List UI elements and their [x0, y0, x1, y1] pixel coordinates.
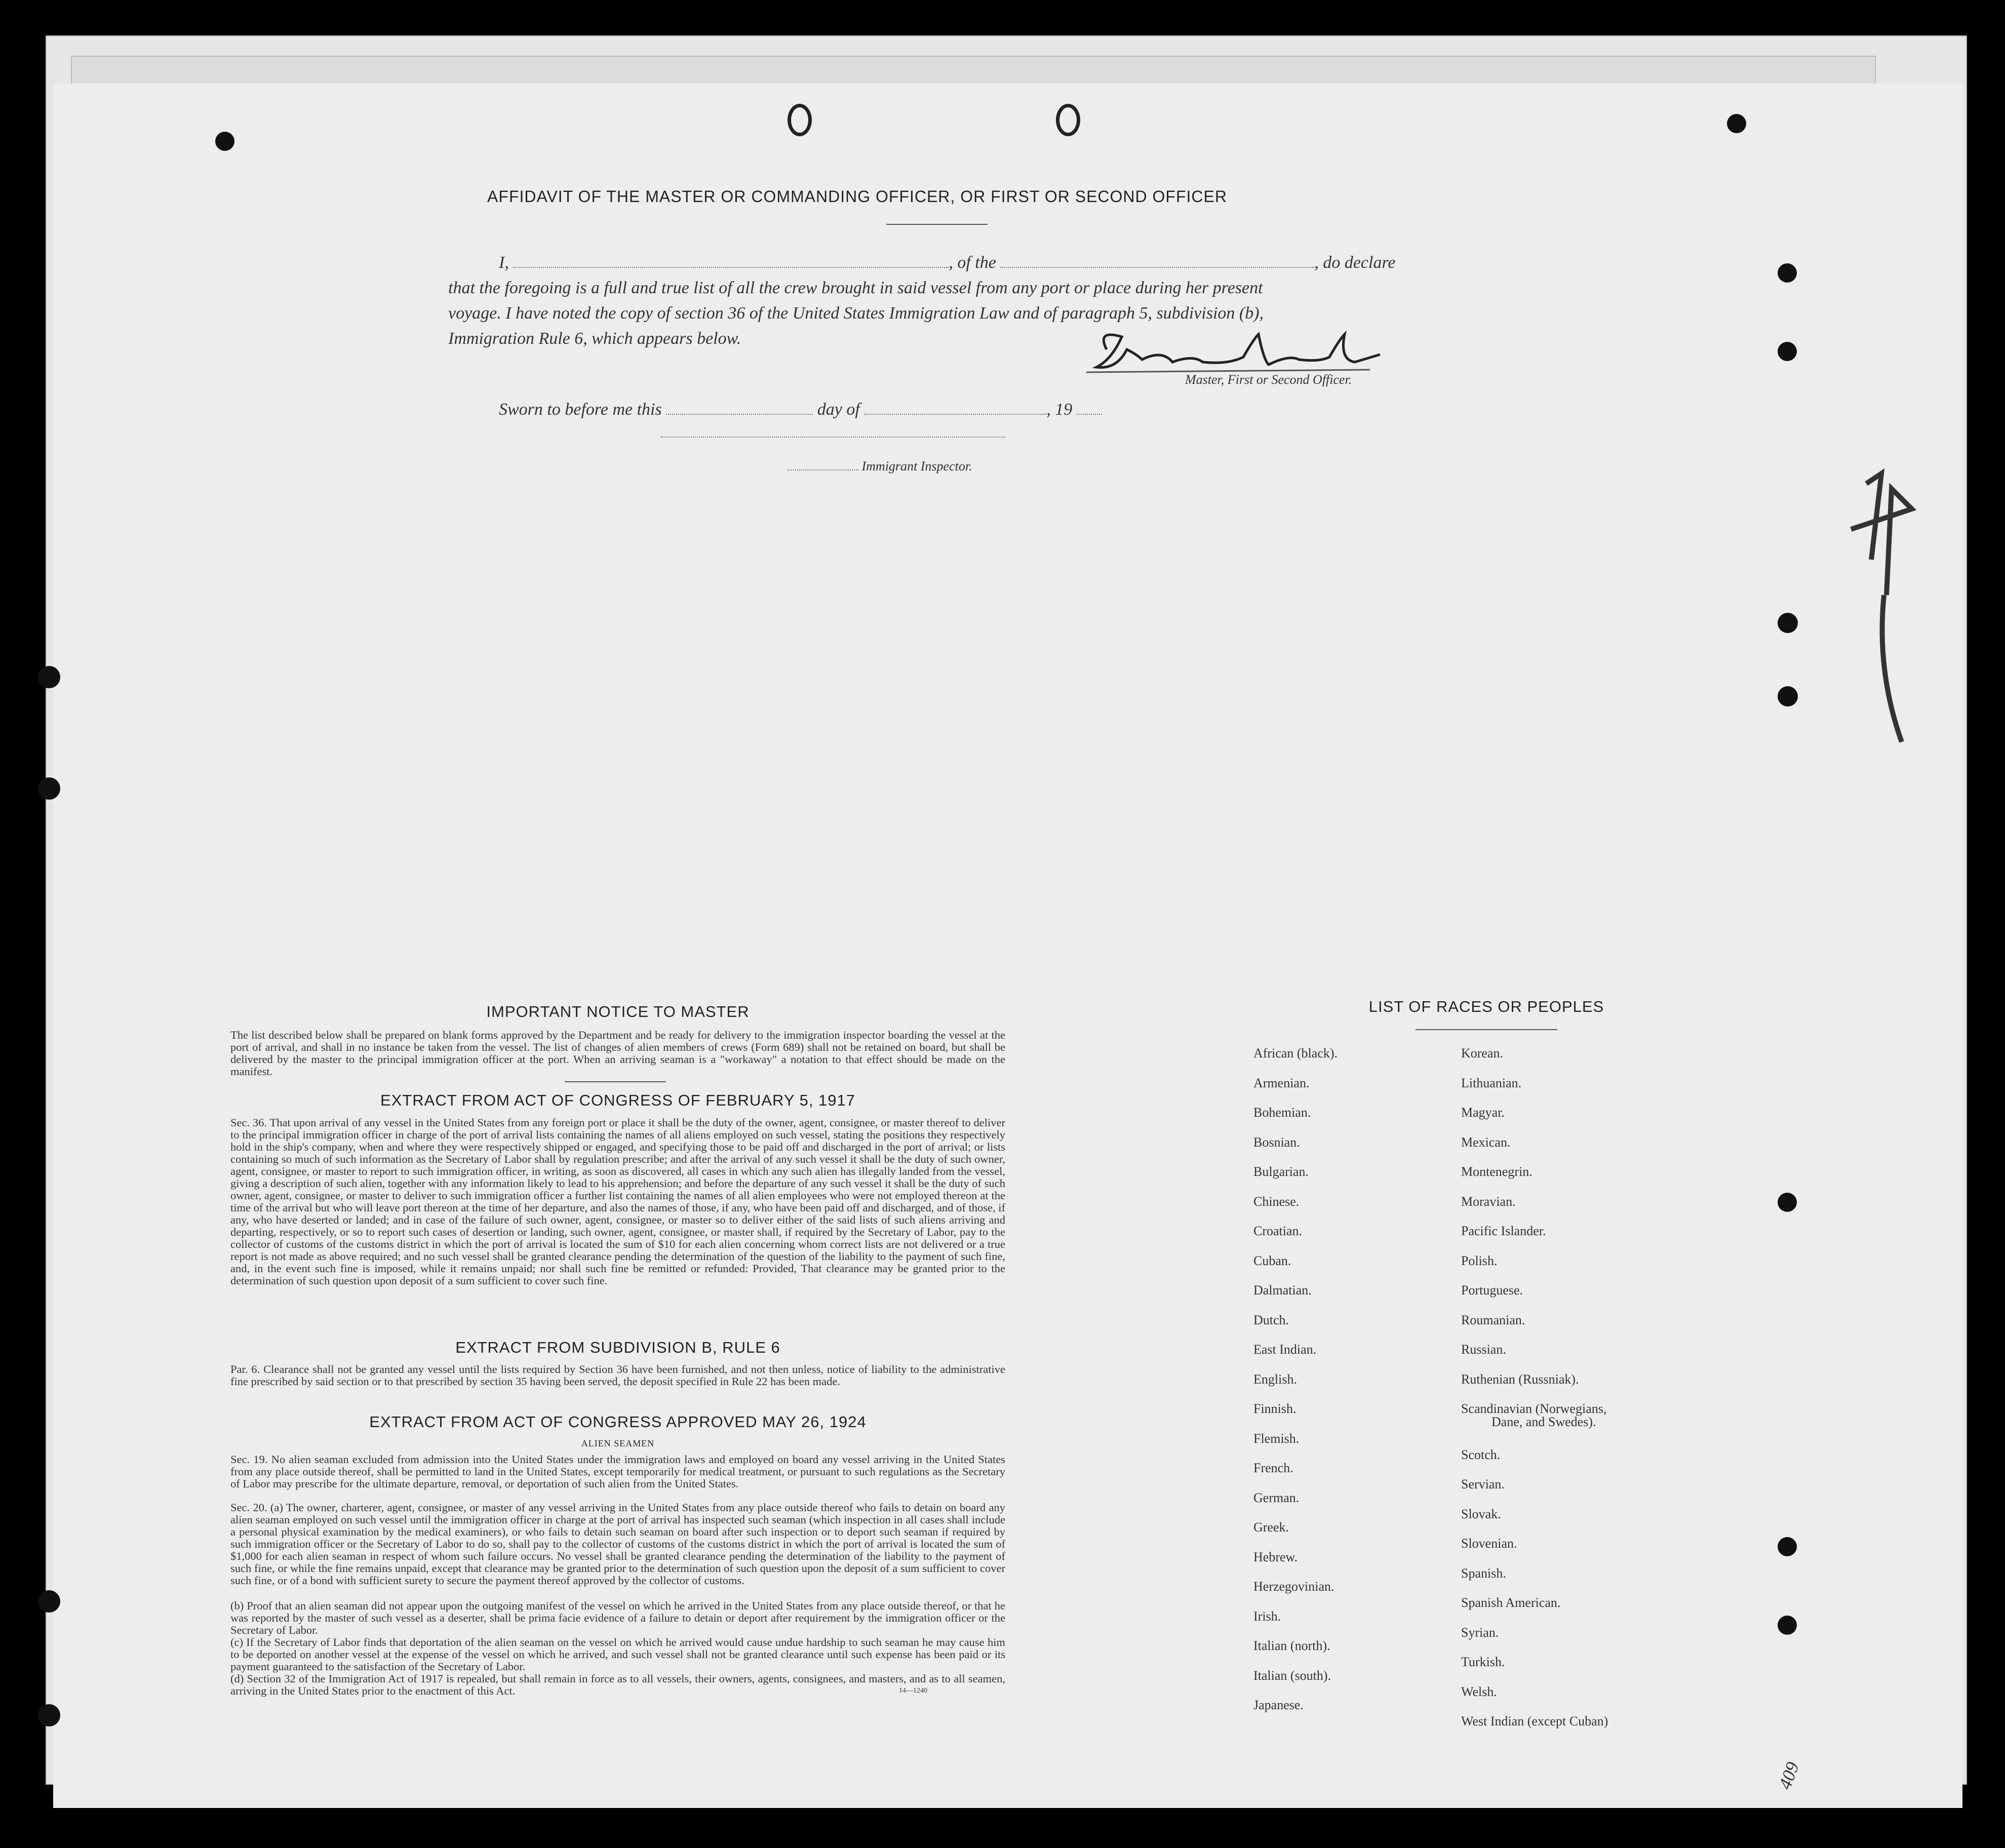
race-item: Irish. [1253, 1608, 1281, 1624]
race-item: French. [1253, 1461, 1293, 1475]
extract-1924-title: EXTRACT FROM ACT OF CONGRESS APPROVED MAY 26, 1924 [369, 1413, 867, 1431]
race-item: Russian. [1461, 1342, 1506, 1357]
race-item: Spanish. [1461, 1565, 1506, 1581]
affidavit-title: AFFIDAVIT OF THE MASTER OR COMMANDING OFFICER, OR FIRST OR SECOND OFFICER [487, 187, 1227, 206]
extract-rule6-text: Par. 6. Clearance shall not be granted any vessel until the lists required by Section 36 have been furnished, and not then unless, notice of liability to the administrative fine prescribed by said section or to that prescribed by section 35 having been served, the deposit specified in Rule 22 has been made. [230, 1363, 1005, 1388]
race-item: Turkish. [1461, 1655, 1505, 1669]
race-item: Magyar. [1461, 1105, 1505, 1120]
race-item: Dane, and Swedes). [1491, 1414, 1596, 1429]
punch-hole [1727, 114, 1746, 133]
race-item: Dalmatian. [1253, 1283, 1312, 1297]
race-item: Pacific Islander. [1461, 1224, 1546, 1238]
i-label: I, [499, 253, 509, 272]
race-item: Mexican. [1461, 1134, 1511, 1150]
race-item: Japanese. [1253, 1698, 1304, 1712]
year-blank [1077, 403, 1102, 415]
race-item: Scotch. [1461, 1447, 1501, 1462]
races-underline [1416, 1029, 1557, 1030]
inspector-blank [788, 458, 858, 470]
sec20c-text: (c) If the Secretary of Labor finds that deportation of the alien seaman on the vessel on which he arrived would cause undue hardship to such seaman he may cause him to be deported on another vessel at the expense of the vessel on which he arrived, and such vessel shall not be granted clearance until such expense has been paid or its payment guaranteed to the satisfaction of the Secretary of Labor. [230, 1636, 1005, 1673]
race-item: Greek. [1253, 1520, 1289, 1535]
race-item: Bulgarian. [1253, 1164, 1309, 1179]
punch-hole [1778, 686, 1798, 706]
do-declare-label: , do declare [1314, 253, 1396, 272]
race-item: Italian (north). [1253, 1638, 1330, 1653]
race-item: Polish. [1461, 1253, 1498, 1268]
race-item: West Indian (except Cuban) [1461, 1714, 1608, 1728]
race-item: Korean. [1461, 1046, 1504, 1060]
race-item: Slovak. [1461, 1506, 1501, 1521]
race-item: German. [1253, 1490, 1300, 1505]
race-item: East Indian. [1253, 1342, 1317, 1357]
race-item: Dutch. [1253, 1312, 1289, 1327]
sec20b-text: (b) Proof that an alien seaman did not appear upon the outgoing manifest of the vessel on which he arrived in the United States from any place outside thereof, or that he was reported by the master of such vessel as a deserter, shall be prima facie evidence of a failure to detain or deport after requirement by the immigration officer or the Secretary of Labor. [230, 1599, 1005, 1636]
race-item: Ruthenian (Russniak). [1461, 1371, 1579, 1387]
day-of-label: day of [817, 400, 860, 419]
race-item: Lithuanian. [1461, 1075, 1522, 1090]
extract-1917-text: Sec. 36. That upon arrival of any vessel in the United States from any foreign port or place it shall be the duty of the owner, agent, consignee, or master thereof to deliver to the principal immigration officer in charge of the port of arrival lists containing the names of all aliens employed on such vessel, stating the positions they respectively hold in the ship's company, when and where they were respectively shipped or engaged, and specifying those to be paid off and discharged in the port of arrival; or lists containing so much of such information as the Secretary of Labor shall by regulation prescribe; and after the arrival of any such vessel it shall be the duty of such owner, agent, consignee, or master to report to such immigration officer, in writing, as soon as discovered, all cases in which any such alien has illegally landed from the vessel, giving a description of such alien, together with any information likely to lead to his apprehension; and before the departure of any such vessel it shall be the duty of such owner, agent, consignee, or master to deliver to such immigration officer a further list containing the names of all alien employees who were not employed thereon at the time of the arrival but who will leave port thereon at the time of her departure, and also the names of those, if any, who have been paid off and discharged, and of those, if any, who have deserted or landed; and in case of the failure of such owner, agent, consignee, or master so to deliver either of the said lists of such aliens arriving and departing, respectively, or so to report such cases of desertion or landing, such owner, agent, consignee, or master shall, if required by the Secretary of Labor, pay to the collector of customs of the customs district in which the port of arrival is located the sum of $10 for each alien concerning whom correct lists are not delivered or a true report is not made as above required; and no such vessel shall be granted clearance pending the determination of the question of the liability to the payment of such fine, and, in the event such fine is imposed, while it remains unpaid; nor shall such fine be remitted or refunded: Provided, That clearance may be granted prior to the determination of such question upon deposit of a sum sufficient to cover such fine. [230, 1116, 1005, 1287]
handwritten-mark: 409 [1774, 1759, 1803, 1792]
vessel-blank [1000, 256, 1314, 268]
race-item: Servian. [1461, 1477, 1505, 1491]
race-item: Roumanian. [1461, 1312, 1525, 1327]
punch-hole-ring [1056, 104, 1080, 136]
title-underline [886, 224, 988, 225]
race-item: Flemish. [1253, 1431, 1300, 1446]
month-blank [864, 403, 1046, 415]
punch-hole-ring [788, 104, 812, 136]
punch-hole [1778, 342, 1797, 361]
pencil-mark [1836, 468, 1927, 752]
form-page [53, 84, 1962, 1808]
notice-text: The list described below shall be prepared on blank forms approved by the Department and be ready for delivery to the immigration inspector boarding the vessel at the port of arrival, and shall in no instance be taken from the vessel. The list of changes of alien members of crews (Form 689) shall not be retained on board, but shall be delivered by the master to the principal immigration officer at the port. When an arriving seaman is a "workaway" a notation to that effect should be made on the manifest. [230, 1029, 1005, 1078]
of-the-label: , of the [949, 253, 996, 272]
punch-hole [1778, 263, 1797, 283]
race-item: Scandinavian (Norwegians, [1461, 1401, 1607, 1416]
race-item: Cuban. [1253, 1253, 1291, 1268]
race-item: Chinese. [1253, 1194, 1300, 1209]
race-item: Italian (south). [1253, 1668, 1331, 1683]
day-blank [666, 403, 813, 415]
race-item: Hebrew. [1253, 1549, 1298, 1564]
punch-hole [38, 777, 60, 800]
year-label: , 19 [1046, 400, 1073, 419]
races-title: LIST OF RACES OR PEOPLES [1368, 998, 1604, 1015]
sec20a-text: Sec. 20. (a) The owner, charterer, agent, consignee, or master of any vessel arriving in the United States from any place outside thereof who fails to detain on board any alien seaman employed on such vessel until the immigration officer in charge at the port of arrival has inspected such seaman (which inspection in all cases shall include a personal physical examination by the medical examiners), or who fails to detain such seaman on board after such inspection or to deport such seaman if required by such immigration officer or the Secretary of Labor to do so, shall pay to the collector of customs of the customs district in which the port of arrival is located the sum of $1,000 for each alien seaman in respect of whom such failure occurs. No vessel shall be granted clearance pending the determination of the liability to the payment of such fine, or while the fine remains unpaid, except that clearance may be granted prior to the determination of such question upon the deposit of a sum sufficient to cover such fine, or of a bond with sufficient surety to secure the payment thereof approved by the collector of customs. [230, 1501, 1005, 1587]
race-item: Slovenian. [1461, 1536, 1517, 1551]
form-number: 14—1240 [899, 1687, 927, 1695]
punch-hole [1778, 1193, 1797, 1212]
race-item: Syrian. [1461, 1625, 1499, 1640]
notice-title: IMPORTANT NOTICE TO MASTER [486, 1003, 750, 1020]
race-item: Bohemian. [1253, 1105, 1311, 1120]
extract-1917-title: EXTRACT FROM ACT OF CONGRESS OF FEBRUARY 5, 1917 [380, 1091, 856, 1109]
extract-rule6-title: EXTRACT FROM SUBDIVISION B, RULE 6 [455, 1339, 780, 1356]
race-item: Moravian. [1461, 1194, 1516, 1209]
signature-caption: Master, First or Second Officer. [1185, 372, 1352, 387]
race-item: English. [1253, 1371, 1297, 1387]
race-item: Montenegrin. [1461, 1164, 1532, 1179]
inspector-signature-blank [661, 436, 1005, 438]
sworn-prefix: Sworn to before me this [499, 400, 662, 419]
race-item: Portuguese. [1461, 1283, 1523, 1297]
declaration-line-3: voyage. I have noted the copy of section 36 of the United States Immigration Law and of paragraph 5, subdivision (b), [448, 304, 1264, 323]
punch-hole [1778, 1537, 1797, 1556]
punch-hole [1778, 1616, 1797, 1635]
punch-hole [1778, 613, 1798, 633]
punch-hole [215, 132, 234, 151]
declaration-line-2: that the foregoing is a full and true list of all the crew brought in said vessel from any port or place during her present [448, 279, 1263, 297]
race-item: Croatian. [1253, 1224, 1303, 1238]
punch-hole [38, 1590, 60, 1613]
alien-seamen-subtitle: ALIEN SEAMEN [581, 1438, 655, 1448]
sworn-line [499, 400, 1102, 419]
sec20d-text: (d) Section 32 of the Immigration Act of 1917 is repealed, but shall remain in force as to all vessels, their owners, agents, consignees, and masters, and as to all seamen, arriving in the United States prior to the enactment of this Act. [230, 1672, 1005, 1697]
race-item: Herzegovinian. [1253, 1579, 1334, 1594]
name-blank [513, 256, 949, 268]
declaration-line-4: Immigration Rule 6, which appears below. [448, 329, 741, 348]
race-item: Finnish. [1253, 1401, 1296, 1416]
race-item: Bosnian. [1253, 1134, 1300, 1150]
declaration-line-1 [499, 253, 1396, 272]
notice-underline [565, 1081, 666, 1082]
race-item: Spanish American. [1461, 1595, 1561, 1610]
inspector-caption: Immigrant Inspector. [861, 459, 972, 474]
punch-hole [38, 666, 60, 688]
race-item: African (black). [1253, 1046, 1338, 1060]
punch-hole [38, 1704, 60, 1726]
sec19-text: Sec. 19. No alien seaman excluded from admission into the United States under the immigration laws and employed on board any vessel arriving in the United States from any place outside thereof, shall be permitted to land in the United States, except temporarily for medical treatment, or pursuant to such regulations as the Secretary of Labor may prescribe for the ultimate departure, removal, or deportation of such alien from the United States. [230, 1453, 1005, 1490]
inspector-line [788, 458, 972, 474]
race-item: Armenian. [1253, 1075, 1310, 1090]
race-item: Welsh. [1461, 1684, 1497, 1699]
